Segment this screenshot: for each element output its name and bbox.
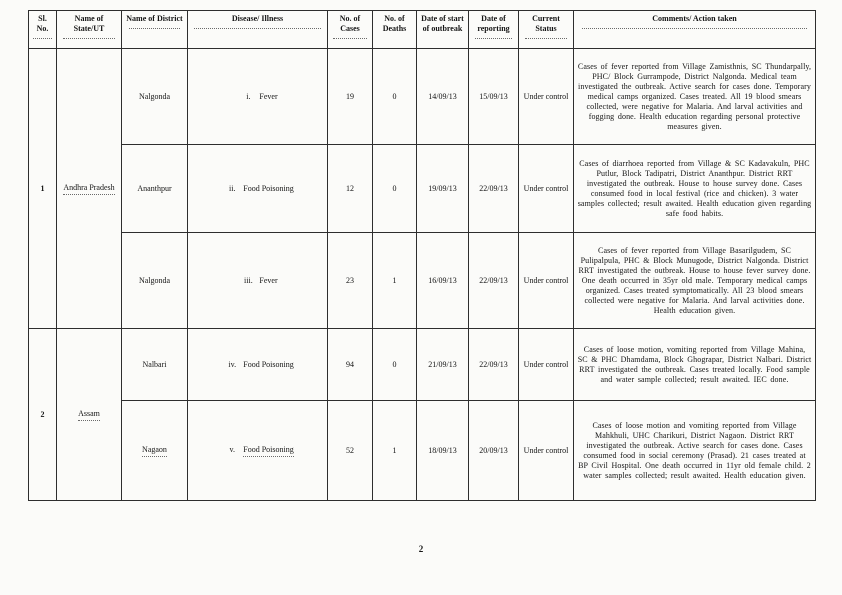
table-header-row (29, 11, 816, 49)
table-row (29, 401, 816, 501)
dotted-rule (525, 36, 567, 39)
header-label: Date of start of outbreak (421, 14, 464, 33)
header-label: Date of reporting (477, 14, 510, 33)
table-row (29, 49, 816, 145)
header-comments (574, 11, 816, 49)
comments-cell: Cases of fever reported from Village Basarilgudem, SC Pulipalpula, PHC & Block Munugode, District Nalgonda. District RRT investigated the outbreak. House to house fever survey done. One death occurred in 35yr old male. Temporary medical camps organized. Cases treated symptomatically. All 23 blood smears collected were negative for Malaria. And larval activities done. Health education given. (574, 233, 816, 329)
cases-cell: 23 (328, 233, 373, 329)
header-deaths (373, 11, 417, 49)
start-date-cell: 16/09/13 (417, 233, 469, 329)
cases-cell: 19 (328, 49, 373, 145)
state-cell (57, 329, 122, 501)
table-row (29, 233, 816, 329)
dotted-rule (33, 36, 51, 39)
district-cell: Nalgonda (122, 233, 188, 329)
disease-number: ii. (229, 183, 236, 193)
start-date-cell: 14/09/13 (417, 49, 469, 145)
comments-cell: Cases of fever reported from Village Zamisthnis, SC Thundarpally, PHC/ Block Gurrampode, District Nalgonda. Medical team investigated the outbreak. Active search for cases done. Temporary medical camps organized. Cases treated. All 19 blood smears collected, were negative for Malaria. And larval activities and fogging done. Health education regarding personal protective measures given. (574, 49, 816, 145)
disease-cell (188, 145, 328, 233)
status-cell: Under control (519, 401, 574, 501)
sl-no-cell: 2 (29, 329, 57, 501)
table-row (29, 329, 816, 401)
header-cases (328, 11, 373, 49)
header-label: Name of State/UT (73, 14, 105, 33)
header-label: Current Status (532, 14, 560, 33)
status-cell: Under control (519, 145, 574, 233)
disease-cell (188, 329, 328, 401)
deaths-cell: 0 (373, 329, 417, 401)
dotted-rule (333, 36, 366, 39)
dotted-rule (582, 26, 808, 29)
deaths-cell: 0 (373, 49, 417, 145)
start-date-cell: 18/09/13 (417, 401, 469, 501)
header-sl-no (29, 11, 57, 49)
district-cell: Nalgonda (122, 49, 188, 145)
status-cell: Under control (519, 49, 574, 145)
header-label: No. of Cases (339, 14, 361, 33)
disease-cell (188, 49, 328, 145)
reporting-date-cell: 15/09/13 (469, 49, 519, 145)
disease-name: Food Poisoning (243, 359, 294, 369)
reporting-date-cell: 22/09/13 (469, 145, 519, 233)
state-name: Andhra Pradesh (63, 183, 114, 195)
dotted-rule (63, 36, 114, 39)
comments-cell: Cases of loose motion, vomiting reported from Village Mahina, SC & PHC Dhamdama, Block Ghograpar, District Nalbari. District RRT investigated the outbreak. Cases treated locally. Food sample and water sample collected; result awaited. IEC done. (574, 329, 816, 401)
comments-cell: Cases of loose motion and vomiting reported from Village Mahkhuli, UHC Charikuri, District Nagaon. District RRT investigated the outbreak. Active search for cases done. Cases consumed food in social ceremony (Prasad). 21 cases treated at BP Civil Hospital. One death occurred in 11yr old female child. 2 water samples collected; result awaited. Health education given. (574, 401, 816, 501)
reporting-date-cell: 20/09/13 (469, 401, 519, 501)
dotted-rule (194, 26, 322, 29)
district-cell: Ananthpur (122, 145, 188, 233)
header-label: Name of District (126, 14, 183, 23)
header-label: No. of Deaths (382, 14, 407, 33)
disease-cell (188, 401, 328, 501)
deaths-cell: 1 (373, 233, 417, 329)
disease-name: Food Poisoning (243, 445, 293, 457)
disease-number: v. (229, 444, 235, 454)
status-cell: Under control (519, 329, 574, 401)
state-cell (57, 49, 122, 329)
disease-name: Fever (259, 275, 278, 285)
status-cell: Under control (519, 233, 574, 329)
header-reporting-date (469, 11, 519, 49)
disease-number: iii. (244, 275, 253, 285)
state-name: Assam (78, 409, 100, 421)
start-date-cell: 19/09/13 (417, 145, 469, 233)
disease-cell (188, 233, 328, 329)
deaths-cell: 0 (373, 145, 417, 233)
sl-no-cell: 1 (29, 49, 57, 329)
comments-cell: Cases of diarrhoea reported from Village & SC Kadavakuln, PHC Putlur, Block Tadipatri, District Ananthpur. District RRT investigated the outbreak. House to house survey done. Cases consumed food in local festival (rice and chicken). 3 water samples collected; result awaited. Health education given regarding safe food habits. (574, 145, 816, 233)
reporting-date-cell: 22/09/13 (469, 329, 519, 401)
district-name: Nagaon (142, 445, 167, 457)
header-disease (188, 11, 328, 49)
dotted-rule (475, 36, 513, 39)
header-status (519, 11, 574, 49)
outbreak-table (28, 10, 816, 501)
header-district (122, 11, 188, 49)
cases-cell: 94 (328, 329, 373, 401)
header-label: Comments/ Action taken (652, 14, 737, 23)
header-start-date (417, 11, 469, 49)
table-row (29, 145, 816, 233)
header-label: Sl. No. (36, 14, 49, 33)
cases-cell: 52 (328, 401, 373, 501)
page-number: 2 (418, 544, 424, 554)
disease-number: i. (246, 91, 251, 101)
disease-name: Food Poisoning (243, 183, 294, 193)
district-cell (122, 401, 188, 501)
disease-name: Fever (259, 91, 278, 101)
cases-cell: 12 (328, 145, 373, 233)
header-label: Disease/ Illness (231, 14, 284, 23)
disease-number: iv. (228, 359, 237, 369)
dotted-rule (129, 26, 181, 29)
header-state (57, 11, 122, 49)
deaths-cell: 1 (373, 401, 417, 501)
reporting-date-cell: 22/09/13 (469, 233, 519, 329)
start-date-cell: 21/09/13 (417, 329, 469, 401)
district-cell: Nalbari (122, 329, 188, 401)
